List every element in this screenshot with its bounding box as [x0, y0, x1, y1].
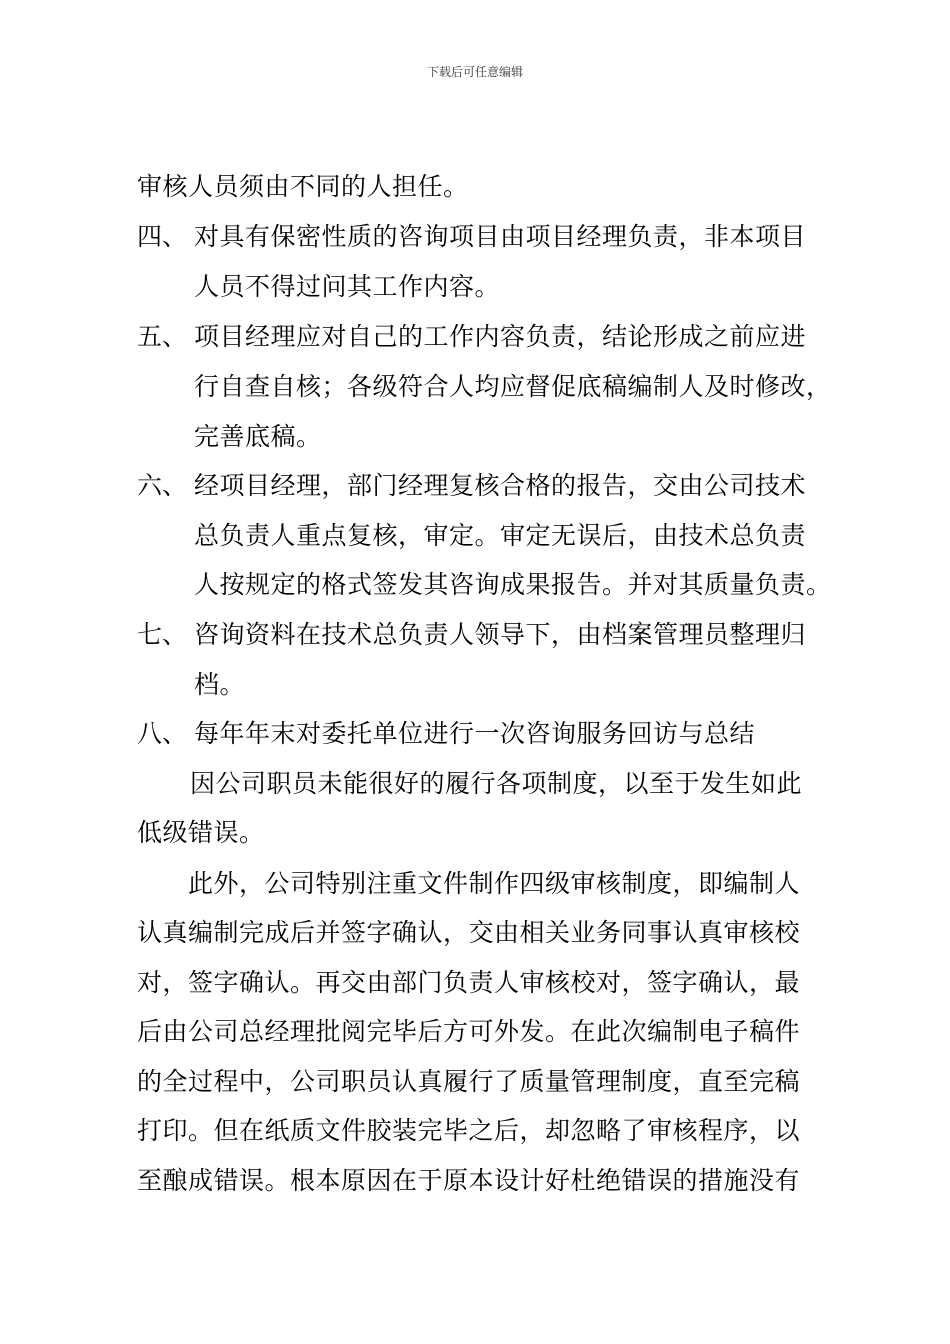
item-4-line-1: 档。 [194, 670, 246, 699]
item-5-line-0: 每年年末对委托单位进行一次咨询服务回访与总结 [194, 719, 756, 748]
item-1-line-0: 对具有保密性质的咨询项目由项目经理负责，非本项目 [194, 222, 807, 251]
paragraph-1-line-6: 至酿成错误。根本原因在于原本设计好杜绝错误的措施没有 [137, 1166, 801, 1195]
item-1-number: 四、 [137, 222, 188, 251]
item-2-line-1: 行自查自核；各级符合人均应督促底稿编制人及时修改， [194, 372, 832, 401]
paragraph-1-line-1: 认真编制完成后并签字确认，交由相关业务同事认真审核校 [137, 918, 801, 947]
item-2-line-0: 项目经理应对自己的工作内容负责，结论形成之前应进 [194, 322, 807, 351]
item-4-line-0: 咨询资料在技术总负责人领导下，由档案管理员整理归 [194, 620, 807, 649]
paragraph-0-line-1: 低级错误。 [137, 818, 265, 847]
item-1-line-1: 人员不得过问其工作内容。 [194, 272, 501, 301]
paragraph-1-line-3: 后由公司总经理批阅完毕后方可外发。在此次编制电子稿件 [137, 1017, 801, 1046]
item-3-number: 六、 [137, 471, 188, 500]
item-5-number: 八、 [137, 719, 188, 748]
item-2-number: 五、 [137, 322, 188, 351]
page-header: 下载后可任意编辑 [426, 65, 523, 79]
item-4-number: 七、 [137, 620, 188, 649]
paragraph-1-line-0: 此外，公司特别注重文件制作四级审核制度，即编制人 [188, 869, 801, 898]
paragraph-0-line-0: 因公司职员未能很好的履行各项制度，以至于发生如此 [190, 769, 803, 798]
item-3-line-0: 经项目经理，部门经理复核合格的报告，交由公司技术 [194, 471, 807, 500]
item-0-line-0: 审核人员须由不同的人担任。 [137, 172, 469, 201]
paragraph-1-line-4: 的全过程中，公司职员认真履行了质量管理制度，直至完稿 [137, 1067, 801, 1096]
item-3-line-2: 人按规定的格式签发其咨询成果报告。并对其质量负责。 [194, 570, 832, 599]
paragraph-1-line-5: 打印。但在纸质文件胶装完毕之后，却忽略了审核程序，以 [137, 1116, 801, 1145]
item-3-line-1: 总负责人重点复核，审定。审定无误后，由技术总负责 [194, 521, 807, 550]
paragraph-1-line-2: 对，签字确认。再交由部门负责人审核校对，签字确认，最 [137, 968, 801, 997]
item-2-line-2: 完善底稿。 [194, 422, 322, 451]
